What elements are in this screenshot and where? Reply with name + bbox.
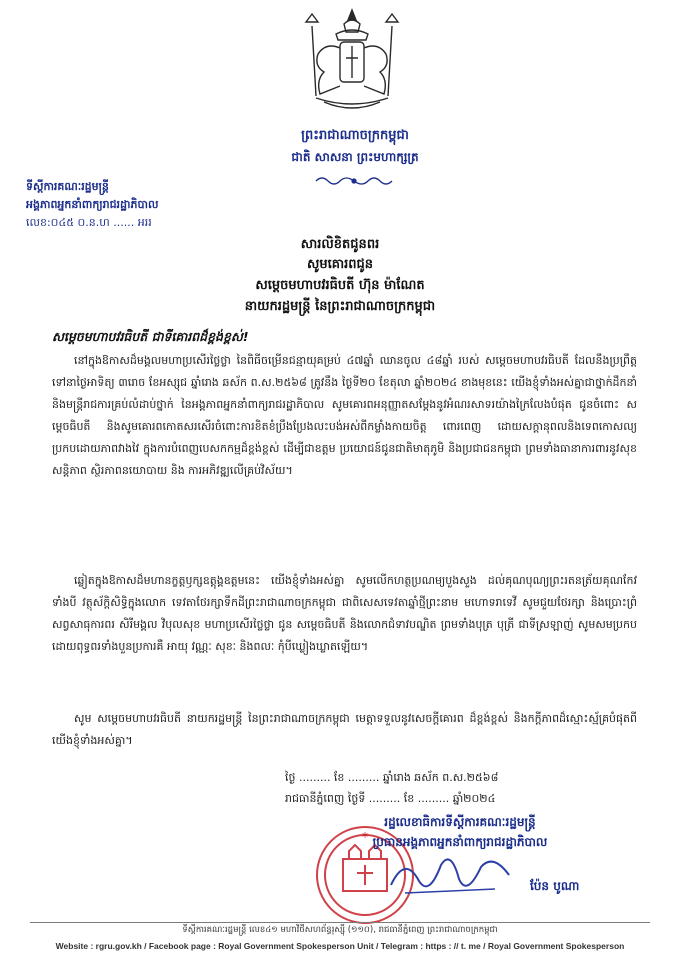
signer-title-1: រដ្ឋលេខាធិការទីស្តីការគណៈរដ្ឋមន្ត្រី	[384, 815, 536, 829]
royal-coat-of-arms-icon	[296, 6, 408, 114]
footer-address: ទីស្តីការគណៈរដ្ឋមន្ត្រី លេខ៤១ មហាវិថីសហព័ន្ធរុស្ស៊ី (១១០), រាជធានីភ្នំពេញ ព្រះរាជាណាចក្រកម្ពុជា	[182, 925, 498, 935]
unit-name: អង្គភាពអ្នកនាំពាក្យរាជរដ្ឋាភិបាល	[26, 198, 159, 211]
signer-title-2: ប្រធានអង្គភាពអ្នកនាំពាក្យរាជរដ្ឋាភិបាល	[372, 835, 548, 849]
footer-divider	[30, 922, 650, 923]
body-paragraph-3: សូម សម្តេចមហាបវរធិបតី នាយករដ្ឋមន្ត្រី នៃព្រះរាជាណាចក្រកម្ពុជា មេត្តាទទួលនូវសេចក្តីគោរព ដ៏ខ្ពង់ខ្ពស់ និងកក្តីភាពដ៏ស្មោះស្ម័គ្របំផុតពីយើងខ្ញុំទាំងអស់គ្នា។	[52, 712, 637, 747]
reference-number	[26, 216, 152, 232]
kingdom-motto: ជាតិ សាសនា ព្រះមហាក្សត្រ	[291, 150, 419, 164]
body-paragraph-1: នៅក្នុងឱកាសដ៏មង្គលមហាប្រសើរថ្លៃថ្លា នៃពិធីចម្រើនជន្មាយុគម្រប់ ៤៧ឆ្នាំ ឈានចូល ៤៨ឆ្នាំ របស់ សម្តេចមហាបវរធិបតី ដែលនឹងប្រព្រឹត្តទៅនាថ្ងៃអាទិត្យ ៣រោច ខែអស្សុជ ឆ្នាំរោង ឆស័ក ព.ស.២៥៦៨ ត្រូវនឹង ថ្ងៃទី២០ ខែតុលា ឆ្នាំ២០២៤ ខាងមុខនេះ យើងខ្ញុំទាំងអស់គ្នាជាថ្នាក់ដឹកនាំ និងមន្ត្រីរាជការគ្រប់លំដាប់ថ្នាក់ នៃអង្គភាពអ្នកនាំពាក្យរាជរដ្ឋាភិបាល សូមគោរពអនុញ្ញាតសម្តែងនូវអំណរសាទរយ៉ាងក្រៃលែងបំផុត ជូនចំពោះ សម្តេចធិបតី និងសូមគោរពកោតសរសើរចំពោះការខិតខំប្រឹងប្រែងលះបង់អស់ពីកម្លាំងកាយចិត្ត ពោរពេញ ដោយសក្តានុពលនិងទេពកោសល្យប្រកបដោយភាពវាងវៃ ក្នុងការបំពេញបេសកកម្មដ៏ខ្ពង់ខ្ពស់ ដើម្បីជាឧត្តម ប្រយោជន៍ជូនជាតិមាតុភូមិ និងប្រជាជនកម្ពុជា ព្រមទាំងធានាការពារនូវសុខសន្តិភាព ស្ថិរភាពនយោបាយ និង ការអភិវឌ្ឍលើគ្រប់វិស័យ។	[52, 354, 637, 477]
reference-value: ០៤៥ ០.ន.ហ ...... អររ	[50, 216, 152, 229]
footer-links: Website : rgru.gov.kh / Facebook page : Royal Government Spokesperson Unit / Telegram : https : // t. me / Royal Government Spokesperson	[55, 941, 625, 951]
kingdom-title: ព្រះរាជាណាចក្រកម្ពុជា	[301, 128, 409, 143]
svg-text:*: *	[362, 830, 368, 844]
handwritten-signature-icon	[385, 845, 515, 905]
addressee-name: សម្តេចមហាបវរធិបតី ហ៊ុន ម៉ាណែត	[255, 278, 425, 293]
body-paragraph-2: ឆ្លៀតក្នុងឱកាសដ៏មហានក្ខត្តឫក្សឧត្តុង្គឧត្តមនេះ យើងខ្ញុំទាំងអស់គ្នា សូមលើកហត្ថប្រណម្យបួងសួង ដល់គុណបុណ្យព្រះរតនត្រ័យគុណកែវទាំងបី វត្ថុស័ក្តិសិទ្ធិក្នុងលោក ទេវតាថែរក្សាទឹកដីព្រះរាជាណាចក្រកម្ពុជា ជាពិសេសទេវតាឆ្នាំថ្មីព្រះនាម មហោទរាទេវី សូមជួយថែរក្សា និងប្រោះព្រំសព្វសាធុការពរ សិរីមង្គល វិបុលសុខ មហាប្រសើរថ្លៃថ្លា ជូន សម្តេចធិបតី និងលោកជំទាវបណ្ឌិត ព្រមទាំងបុត្រ បុត្រី ជាទីស្រឡាញ់ សូមសមប្រកប ដោយពុទ្ធពរទាំងបួនប្រការគឺ អាយុ វណ្ណៈ សុខៈ និងពលៈ កុំបីឃ្លៀងឃ្លាតឡើយ។	[52, 574, 637, 653]
salutation: សម្តេចមហាបវរធិបតី ជាទីគោរពដ៏ខ្ពង់ខ្ពស់!	[52, 329, 249, 344]
solar-date: រាជធានីភ្នំពេញ ថ្ងៃទី ......... ខែ ......... ឆ្នាំ២០២៤	[285, 792, 496, 805]
decorative-divider-icon	[312, 175, 396, 187]
reference-label: លេខ:	[26, 216, 51, 229]
letter-title: សារលិខិតជូនពរ	[300, 237, 380, 252]
office-name: ទីស្តីការគណៈរដ្ឋមន្ត្រី	[26, 180, 109, 193]
addressee-position: នាយករដ្ឋមន្ត្រី នៃព្រះរាជាណាចក្រកម្ពុជា	[244, 299, 436, 314]
signer-name: ប៉ែន បូណា	[530, 879, 580, 893]
addressee-prefix: សូមគោរពជូន	[306, 257, 373, 272]
lunar-date: ថ្ងៃ ......... ខែ ......... ឆ្នាំរោង ឆស័ក ព.ស.២៥៦៨	[285, 771, 499, 784]
